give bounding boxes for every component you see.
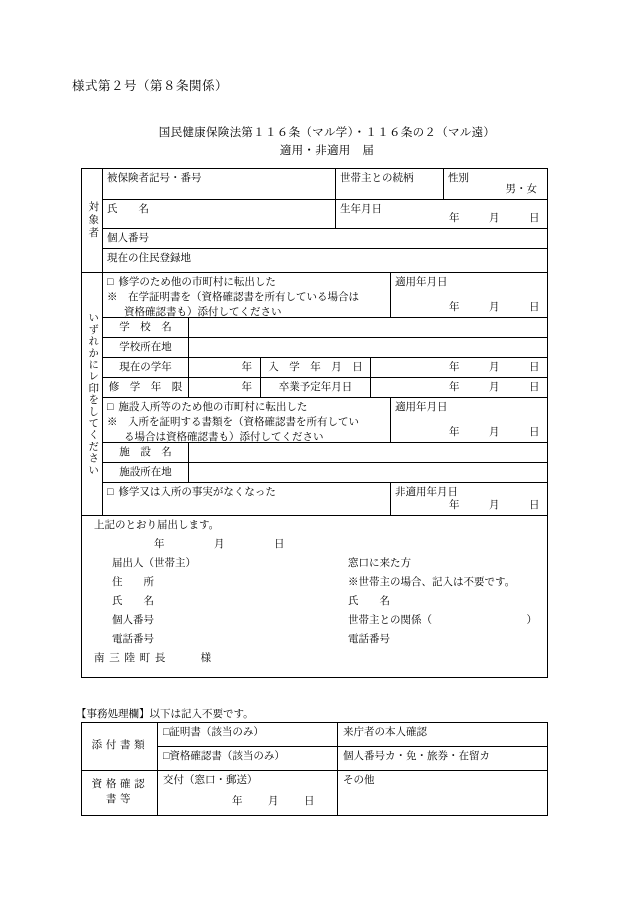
check-section xyxy=(82,273,547,516)
subject-rows xyxy=(102,169,547,273)
current-grade-input[interactable]: 年 xyxy=(188,358,260,378)
declaration-row-name xyxy=(86,597,543,616)
admission-date-label: 入 学 年 月 日 xyxy=(260,358,370,378)
attachment-item-certificate[interactable]: □証明書（該当のみ） xyxy=(157,723,337,747)
mayor-addressee: 南三陸町長 様 xyxy=(94,653,216,664)
form-title-line2: 適用・非適用 届 xyxy=(279,145,375,157)
facility-apply-date-fields[interactable]: 年 月 日 xyxy=(449,426,540,438)
applicant-label: 届出人（世帯主） xyxy=(112,558,196,569)
admission-date-fields[interactable]: 年 月 日 xyxy=(449,361,540,373)
facility-name-row xyxy=(102,443,547,463)
subject-side-label: 対象者 xyxy=(82,169,102,273)
school-note-line1: ※ 在学証明書を（資格確認書を所有している場合は xyxy=(107,292,359,304)
attachments-label: 添付書類 xyxy=(82,723,157,771)
gender-cell[interactable]: 性別 男・女 xyxy=(443,169,547,200)
current-grade-label: 現在の学年 xyxy=(102,358,188,378)
termination-checkbox-cell[interactable] xyxy=(102,483,390,516)
term-graduation-row xyxy=(102,378,547,398)
termination-checkbox[interactable]: □ 修学又は入所の事実がなくなった xyxy=(107,487,276,498)
relation-cell[interactable]: 世帯主との続柄 xyxy=(335,169,443,200)
declaration-date-line[interactable]: 年 月 日 xyxy=(154,539,285,550)
subject-section xyxy=(82,169,547,273)
check-side-label: いずれかにレ印をしてください xyxy=(82,273,102,516)
office-section-heading: 【事務処理欄】以下は記入不要です。 xyxy=(76,709,254,720)
office-top-row xyxy=(82,723,547,771)
subject-mynumber-cell[interactable]: 個人番号 xyxy=(102,229,547,249)
declaration-row-address xyxy=(86,578,543,597)
school-name-label: 学 校 名 xyxy=(102,318,188,338)
school-address-row xyxy=(102,338,547,358)
identity-check-column xyxy=(337,723,547,771)
termination-row xyxy=(102,483,547,516)
main-form-table xyxy=(81,168,548,678)
graduation-date-label: 卒業予定年月日 xyxy=(260,378,370,398)
facility-address-row xyxy=(102,463,547,483)
nonapply-date-fields[interactable]: 年 月 日 xyxy=(449,499,540,511)
school-term-input[interactable]: 年 xyxy=(188,378,260,398)
admission-date-input[interactable] xyxy=(370,358,547,378)
facility-check-row xyxy=(102,398,547,443)
school-apply-date-cell[interactable]: 適用年月日 年 月 日 xyxy=(390,273,547,318)
checkbox-icon[interactable]: □ xyxy=(107,277,114,288)
school-checkbox[interactable]: □ 修学のため他の市町村に転出した xyxy=(107,277,276,288)
form-number: 様式第２号（第８条関係） xyxy=(72,79,229,93)
declaration-row-applicant xyxy=(86,559,543,578)
certificate-label: 資格確認書等 xyxy=(91,779,149,805)
check-rows xyxy=(102,273,547,516)
facility-address-input[interactable] xyxy=(188,463,547,483)
facility-note-line1: ※ 入所を証明する書類を（資格確認書を所有してい xyxy=(107,417,359,429)
checkbox-icon[interactable]: □ xyxy=(107,402,114,413)
visitor-name-label[interactable]: 氏 名 xyxy=(348,596,390,607)
declaration-section xyxy=(82,516,547,677)
visitor-phone-label[interactable]: 電話番号 xyxy=(348,634,390,645)
form-title-line1: 国民健康保険法第１１６条（マル学）・１１６条の２（マル遠） xyxy=(158,127,496,139)
residence-cell[interactable]: 現在の住民登録地 xyxy=(102,249,547,273)
applicant-phone-label[interactable]: 電話番号 xyxy=(112,634,154,645)
facility-checkbox[interactable]: □ 施設入所等のため他の市町村に転出した xyxy=(107,402,308,413)
facility-note-line2: る場合は資格確認書も）添付してください xyxy=(124,432,324,444)
declaration-row-mynumber xyxy=(86,616,543,635)
grade-admission-row xyxy=(102,358,547,378)
school-name-row xyxy=(102,318,547,338)
office-bottom-row xyxy=(82,771,547,815)
school-term-label: 修 学 年 限 xyxy=(102,378,188,398)
identity-check-label: 来庁者の本人確認 xyxy=(337,723,547,747)
name-birth-row xyxy=(102,200,547,229)
visitor-relation-label[interactable]: 世帯主との関係（ ） xyxy=(348,615,537,626)
birthdate-cell[interactable]: 生年月日 年 月 日 xyxy=(335,200,547,229)
applicant-address-label[interactable]: 住 所 xyxy=(112,577,154,588)
birthdate-fields[interactable]: 年 月 日 xyxy=(449,212,540,224)
school-note-line2: 資格確認書も）添付してください xyxy=(124,307,282,319)
facility-name-label: 施 設 名 xyxy=(102,443,188,463)
insured-row xyxy=(102,169,547,200)
school-address-label: 学校所在地 xyxy=(102,338,188,358)
subject-name-cell[interactable]: 氏 名 xyxy=(102,200,335,229)
other-label[interactable]: その他 xyxy=(337,771,547,815)
graduation-date-fields[interactable]: 年 月 日 xyxy=(449,381,540,393)
checkbox-icon[interactable]: □ xyxy=(107,487,114,498)
school-name-input[interactable] xyxy=(188,318,547,338)
nonapply-date-cell[interactable]: 非適用年月日 年 月 日 xyxy=(390,483,547,516)
facility-name-input[interactable] xyxy=(188,443,547,463)
applicant-mynumber-label[interactable]: 個人番号 xyxy=(112,615,154,626)
facility-checkbox-cell[interactable] xyxy=(102,398,390,443)
school-address-input[interactable] xyxy=(188,338,547,358)
attachment-item-qualification[interactable]: □資格確認書（該当のみ） xyxy=(157,747,337,771)
issue-date-fields[interactable]: 年 月 日 xyxy=(232,795,315,807)
identity-options[interactable]: 個人番号カ・免・旅券・在留カ xyxy=(337,747,547,771)
insured-symbol-cell[interactable]: 被保険者記号・番号 xyxy=(102,169,335,200)
facility-address-label: 施設所在地 xyxy=(102,463,188,483)
school-apply-date-fields[interactable]: 年 月 日 xyxy=(449,301,540,313)
applicant-name-label[interactable]: 氏 名 xyxy=(112,596,154,607)
declaration-statement: 上記のとおり届出します。 xyxy=(94,520,220,531)
issue-cell[interactable]: 交付（窓口・郵送） 年 月 日 xyxy=(157,771,337,815)
office-use-table xyxy=(81,722,548,816)
visitor-label: 窓口に来た方 xyxy=(348,558,411,569)
attachment-items xyxy=(157,723,337,771)
facility-apply-date-cell[interactable]: 適用年月日 年 月 日 xyxy=(390,398,547,443)
residence-row xyxy=(102,249,547,273)
declaration-row-phone xyxy=(86,635,543,654)
gender-options[interactable]: 男・女 xyxy=(505,183,537,195)
visitor-note: ※世帯主の場合、記入は不要です。 xyxy=(348,577,516,588)
school-check-row xyxy=(102,273,547,318)
graduation-date-input[interactable] xyxy=(370,378,547,398)
school-checkbox-cell[interactable] xyxy=(102,273,390,318)
mynumber-row xyxy=(102,229,547,249)
